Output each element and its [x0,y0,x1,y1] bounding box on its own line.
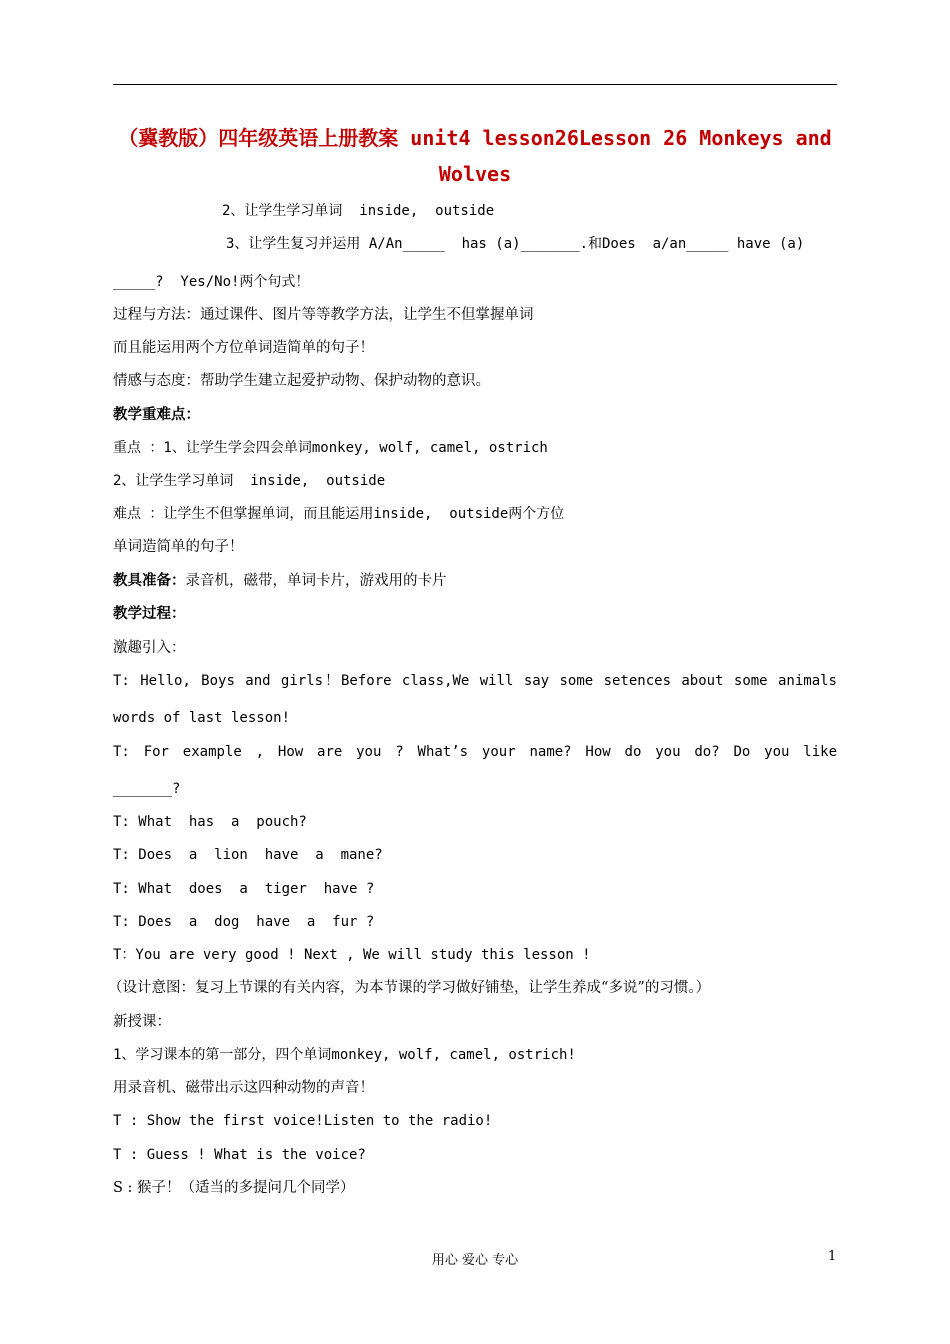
objective-line-3-cont: _____? Yes/No!两个句式！ [113,274,310,290]
teacher-line-voice: T : Show the first voice!Listen to the radio! [113,1113,493,1129]
teacher-line-tiger: T: What does a tiger have ? [113,881,375,897]
teacher-line-next: T：You are very good ! Next , We will study this lesson ! [113,947,591,963]
design-intent-note: （设计意图：复习上节课的有关内容，为本节课的学习做好铺垫，让学生养成“多说”的习惯。） [108,980,711,996]
process-method-cont: 而且能运用两个方位单词造简单的句子！ [113,340,374,356]
teacher-line-hello: T: Hello, Boys and girls！Before class,We will say some setences about some animals [113,673,837,689]
process-method-line: 过程与方法：通过课件、图片等等教学方法，让学生不但掌握单词 [113,307,534,323]
new-lesson-heading: 新授课： [113,1014,171,1030]
header-rule [113,84,837,85]
teaching-aids-text: 录音机，磁带，单词卡片，游戏用的卡片 [185,573,447,589]
teacher-line-example-cont: _______? [113,781,181,797]
difficult-point-line: 难点 ：让学生不但掌握单词，而且能运用inside, outside两个方位 [113,506,565,522]
key-point-line: 重点 ：1、让学生学会四会单词monkey, wolf, camel, ostrich [113,440,548,456]
key-point-line-2: 2、让学生学习单词 inside, outside [113,473,386,489]
new-lesson-step-1-note: 用录音机、磁带出示这四种动物的声音！ [113,1080,374,1096]
teaching-aids-label: 教具准备： [113,572,186,589]
new-lesson-step-1: 1、学习课本的第一部分，四个单词monkey, wolf, camel, ostrich! [113,1047,576,1063]
page-footer: 用心 爱心 专心 [431,1253,519,1268]
teacher-line-lion: T: Does a lion have a mane? [113,847,383,863]
objective-line-2: 2、让学生学习单词 inside, outside [222,203,495,219]
student-answer-line: S : 猴子！（适当的多提问几个同学） [113,1180,355,1196]
objective-line-3: 3、让学生复习并运用 A/An_____ has (a)_______.和Does a/an_____ have (a) [226,236,805,252]
teacher-line-hello-cont: words of last lesson! [113,710,291,726]
teaching-aids-line [113,571,837,591]
emotion-attitude-line: 情感与态度：帮助学生建立起爱护动物、保护动物的意识。 [113,373,490,389]
teaching-process-heading: 教学过程： [113,605,186,622]
document-title: （冀教版）四年级英语上册教案 unit4 lesson26Lesson 26 Monkeys and Wolves [118,126,832,186]
warmup-heading: 激趣引入： [113,640,186,656]
teacher-line-pouch: T: What has a pouch? [113,814,307,830]
teacher-line-dog: T: Does a dog have a fur ? [113,914,375,930]
page-number: 1 [828,1249,837,1264]
difficult-point-cont: 单词造简单的句子！ [113,539,244,555]
key-difficult-heading: 教学重难点： [113,406,200,423]
teacher-line-example: T: For example , How are you ? What’s your name? How do you do? Do you like [113,744,837,760]
teacher-line-guess: T : Guess ! What is the voice? [113,1147,366,1163]
